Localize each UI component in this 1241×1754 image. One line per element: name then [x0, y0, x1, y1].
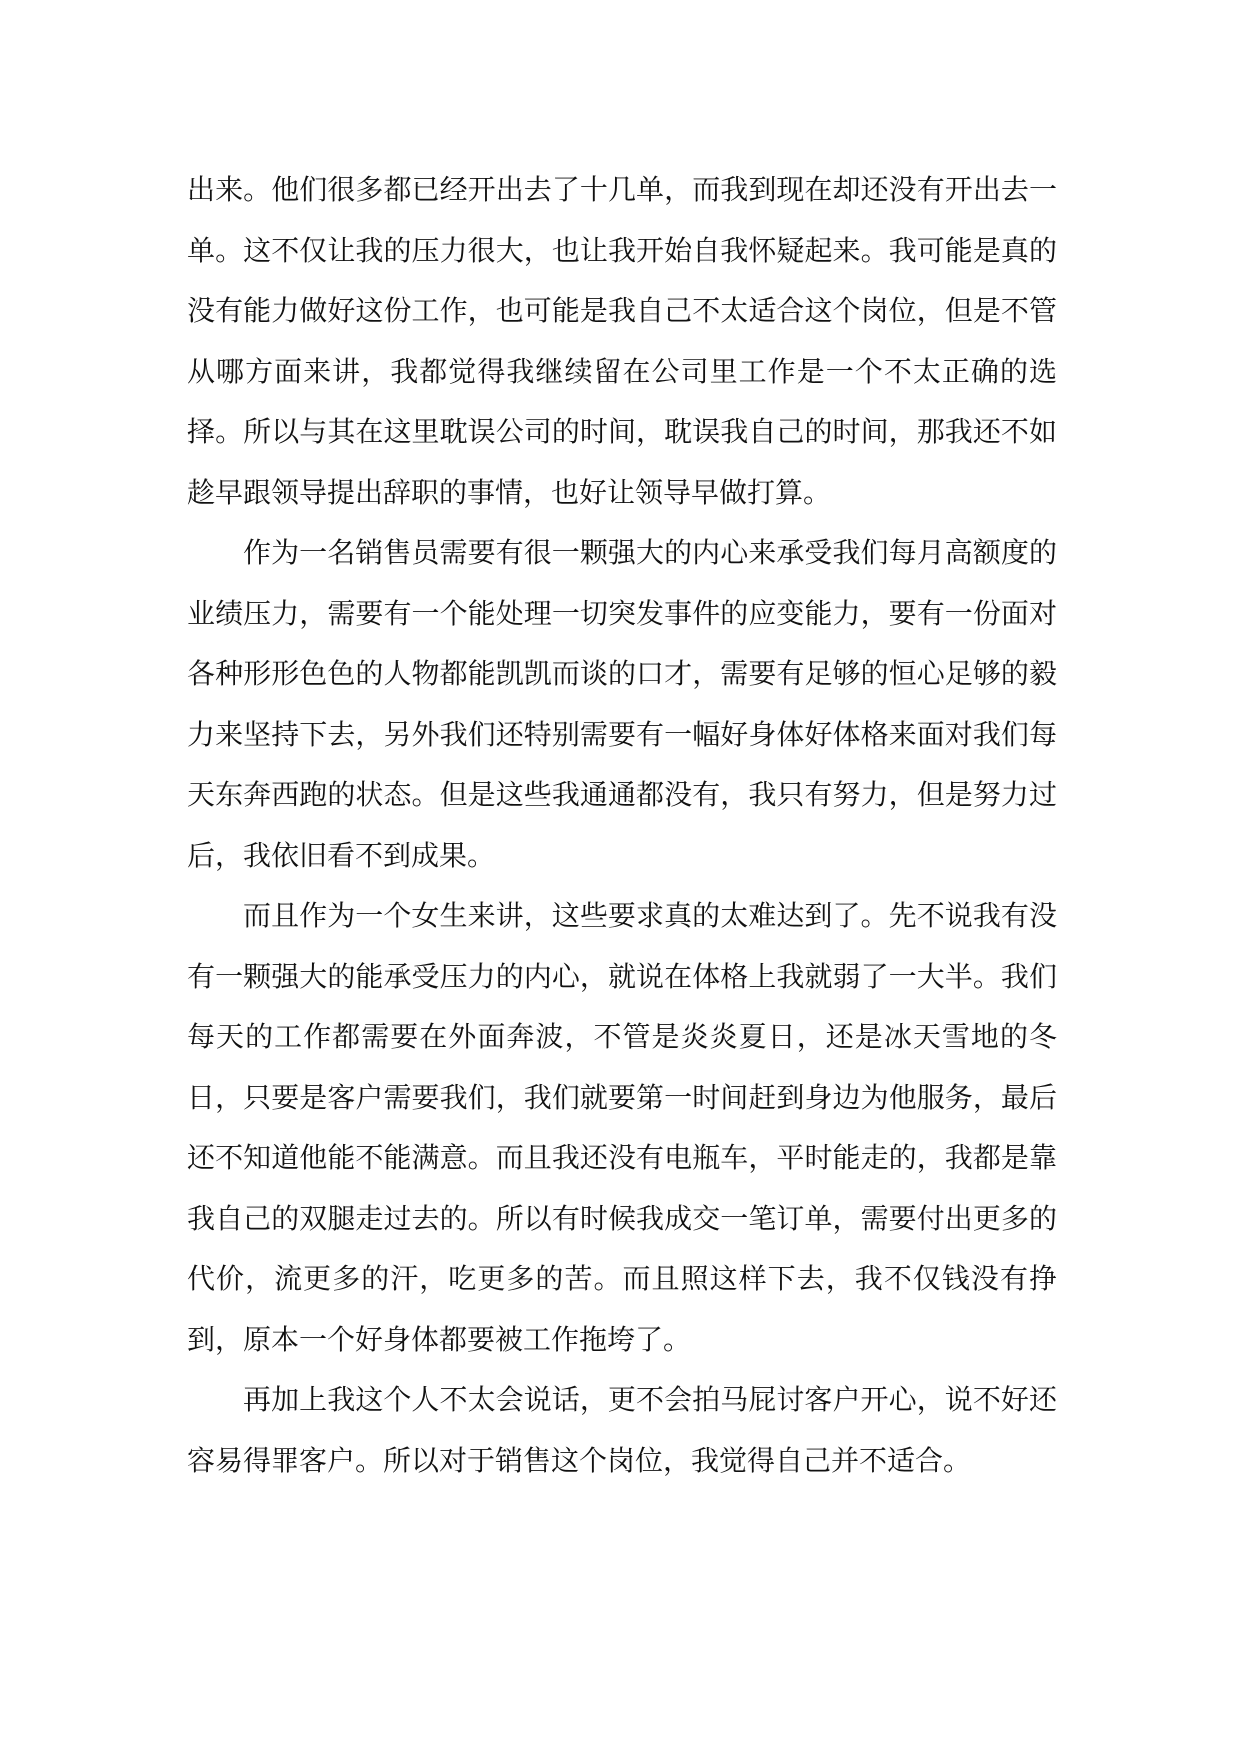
paragraph-3: 而且作为一个女生来讲，这些要求真的太难达到了。先不说我有没有一颗强大的能承受压力的内心，就说在体格上我就弱了一大半。我们每天的工作都需要在外面奔波，不管是炎炎夏日，还是冰天雪地的冬日，只要是客户需要我们，我们就要第一时间赶到身边为他服务，最后还不知道他能不能满意。而且我还没有电瓶车，平时能走的，我都是靠我自己的双腿走过去的。所以有时候我成交一笔订单，需要付出更多的代价，流更多的汗，吃更多的苦。而且照这样下去，我不仅钱没有挣到，原本一个好身体都要被工作拖垮了。: [187, 899, 1057, 1356]
paragraph-1: 出来。他们很多都已经开出去了十几单，而我到现在却还没有开出去一单。这不仅让我的压力很大，也让我开始自我怀疑起来。我可能是真的没有能力做好这份工作，也可能是我自己不太适合这个岗位，但是不管从哪方面来讲，我都觉得我继续留在公司里工作是一个不太正确的选择。所以与其在这里耽误公司的时间，耽误我自己的时间，那我还不如趁早跟领导提出辞职的事情，也好让领导早做打算。: [187, 173, 1057, 509]
paragraph-4: 再加上我这个人不太会说话，更不会拍马屁讨客户开心，说不好还容易得罪客户。所以对于销售这个岗位，我觉得自己并不适合。: [187, 1383, 1057, 1477]
document-body: [187, 160, 1057, 1491]
paragraph-2: 作为一名销售员需要有很一颗强大的内心来承受我们每月高额度的业绩压力，需要有一个能处理一切突发事件的应变能力，要有一份面对各种形形色色的人物都能凯凯而谈的口才，需要有足够的恒心足够的毅力来坚持下去，另外我们还特别需要有一幅好身体好体格来面对我们每天东奔西跑的状态。但是这些我通通都没有，我只有努力，但是努力过后，我依旧看不到成果。: [187, 536, 1057, 872]
